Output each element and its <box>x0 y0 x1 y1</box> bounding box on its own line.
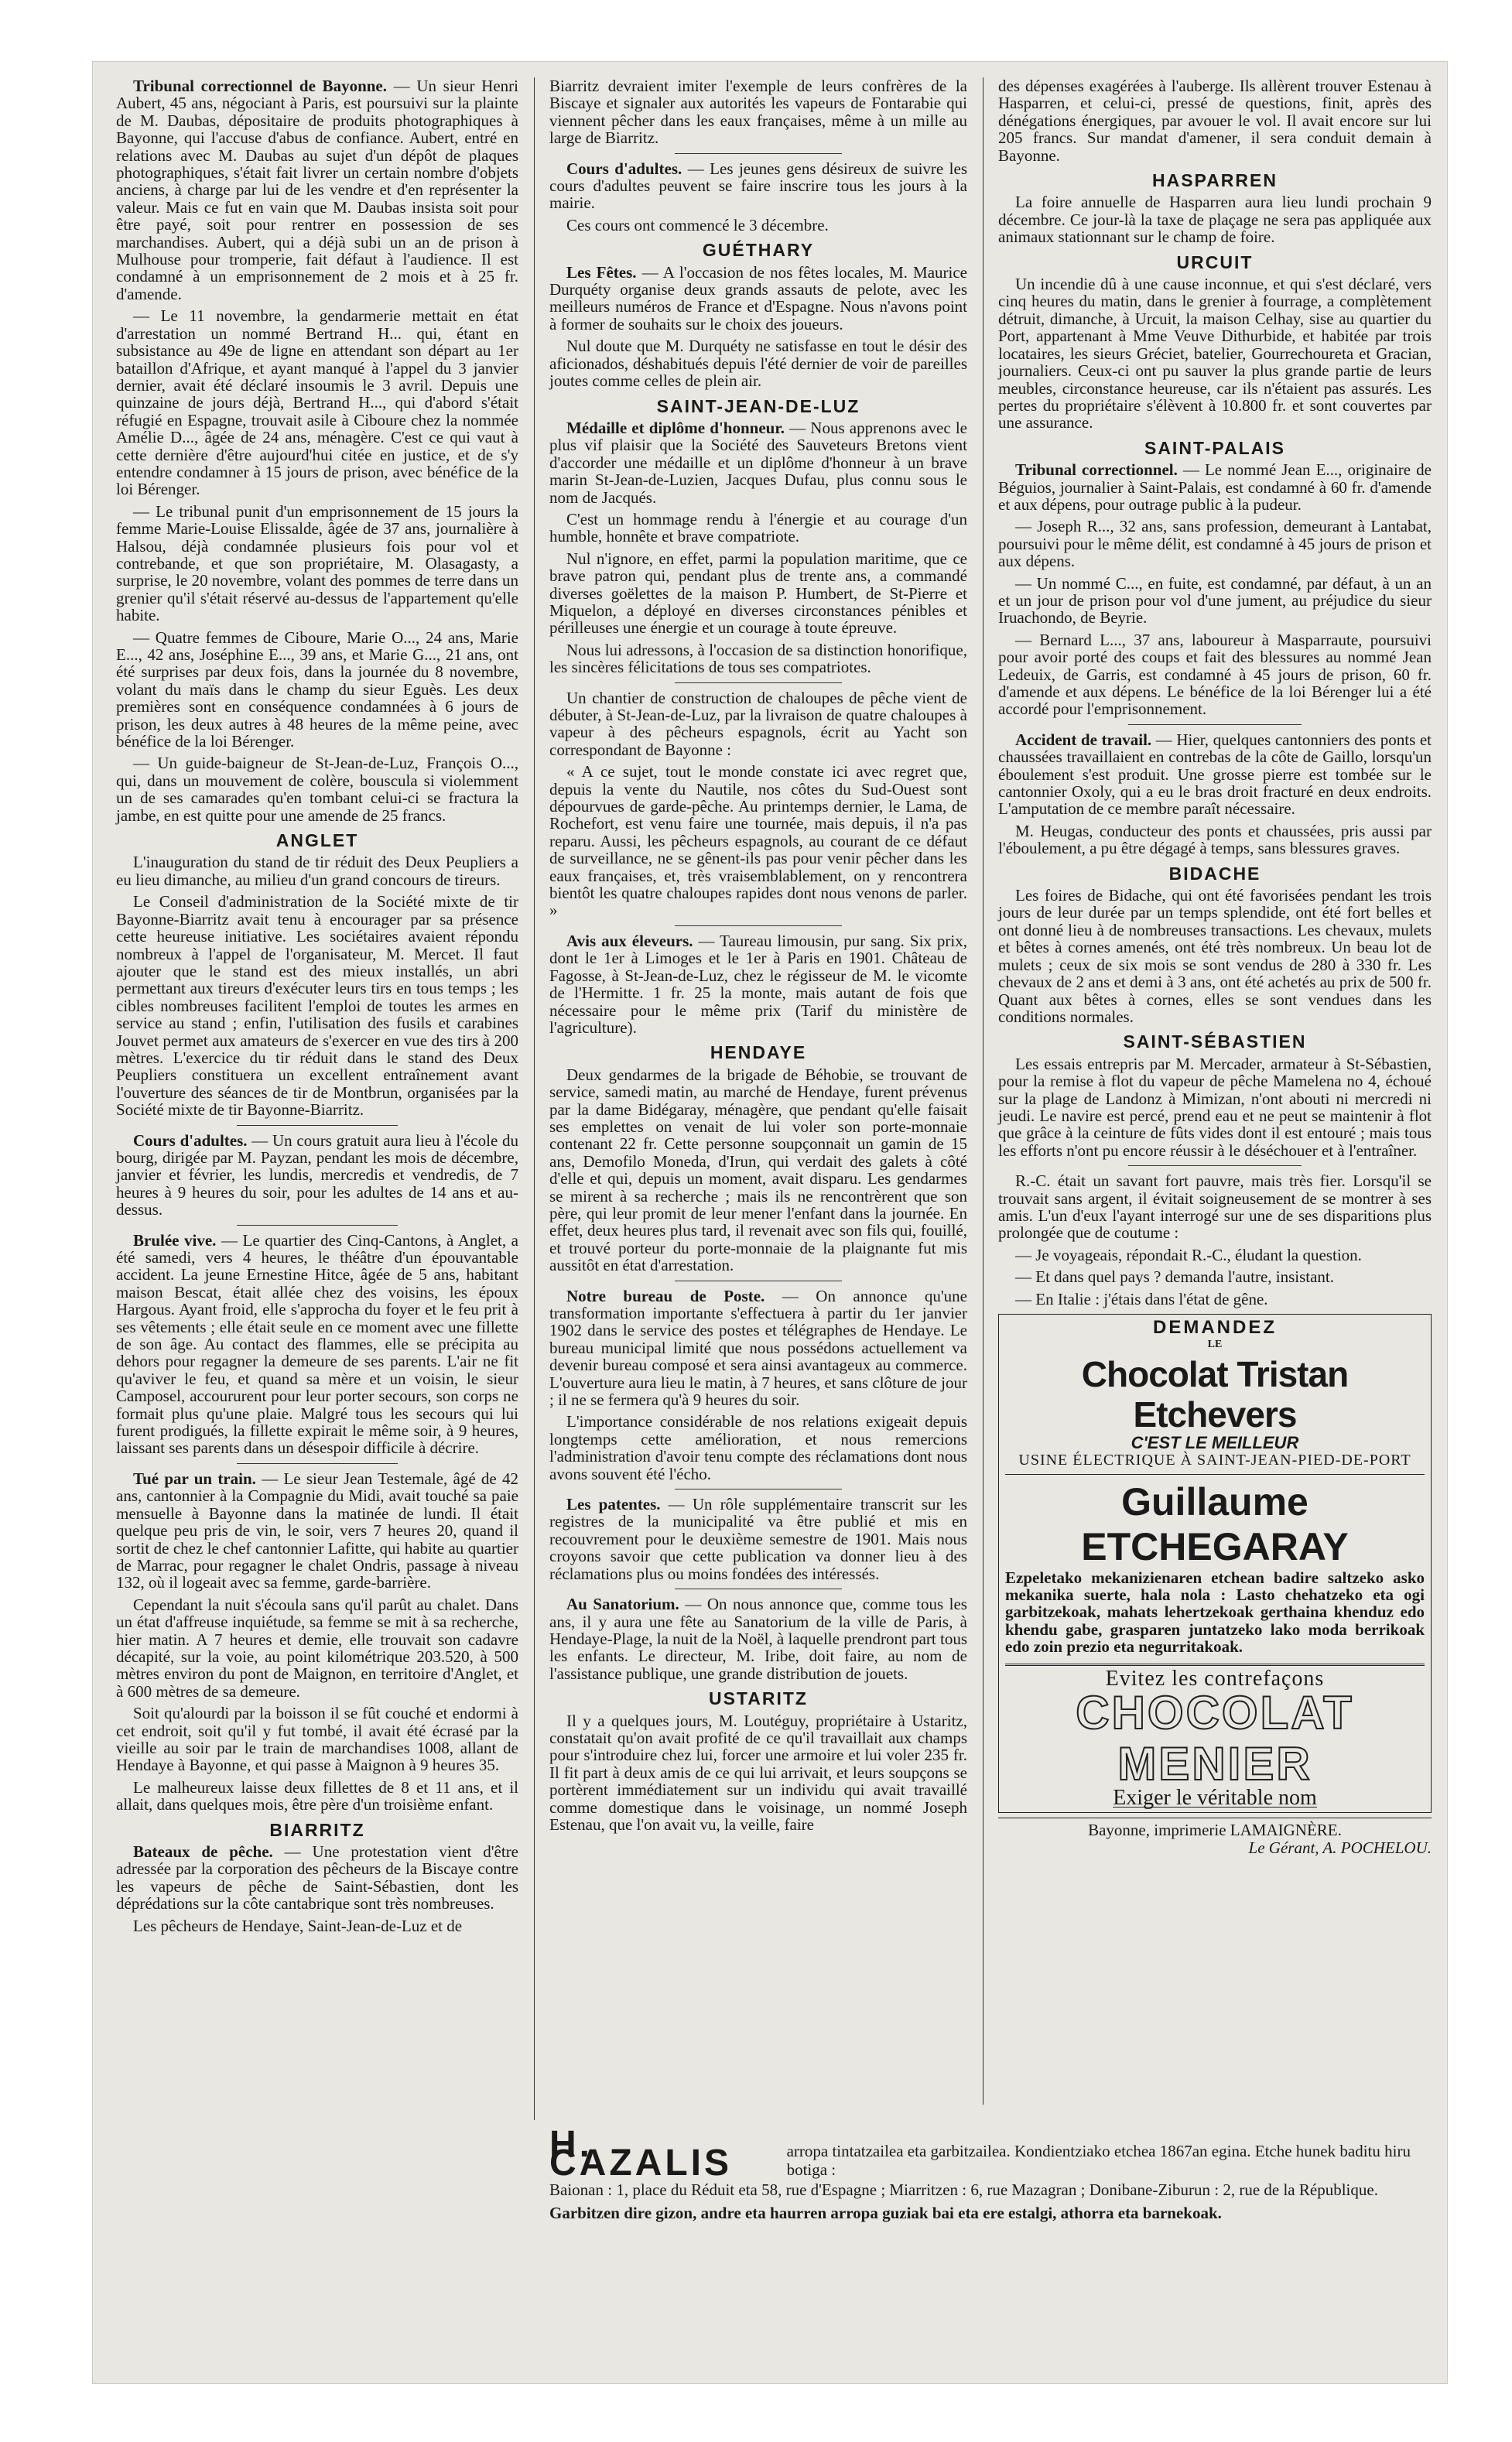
article-text: C'est un hommage rendu à l'énergie et au courage d'un humble, honnête et brave compatriote. <box>549 509 967 546</box>
ad-usine: USINE ÉLECTRIQUE À SAINT-JEAN-PIED-DE-PORT <box>1005 1452 1425 1474</box>
gerant-signature: Le Gérant, A. POCHELOU. <box>1248 1838 1432 1857</box>
section-heading: SAINT-SÉBASTIEN <box>1123 1031 1307 1052</box>
article-paragraph <box>116 77 518 303</box>
section-heading: URCUIT <box>1176 251 1254 272</box>
article-text: Cependant la nuit s'écoula sans qu'il parût au chalet. Dans un état d'affreuse inquiétude, sa femme se mit à sa recherche, hier matin. A 7 heures et demie, elle trouvait son cadavre décapité, sur la voie, au point kilométrique 203.520, à 500 mètres environ du pont de Maignon, en territoire d'Anglet, et à 600 mètres de sa demeure. <box>116 1595 518 1701</box>
article-paragraph <box>116 503 518 624</box>
article-lead: Tribunal correctionnel de Bayonne. <box>133 77 387 95</box>
article-text: Soit qu'alourdi par la boisson il se fût couché et endormi à cet endroit, soit qu'il y fut tombé, il avait été écrasé par la vieille au soir par le train de marchandises 1008, allant de Hendaye à Bayonne, et qui passe à Maignon à 9 heures 35. <box>116 1704 518 1775</box>
ad-demandez: DEMANDEZ <box>1153 1317 1277 1338</box>
article-text: Les foires de Bidache, qui ont été favorisées pendant les trois jours de leur durée par un temps splendide, ont été fort belles et ont donné lieu à de nombreuses transactions. Les chevaux, mulets et bêtes à cornes amenés, ont été très nombreux. Un beau lot de mulets ; ceux de six mois se sont vendus de 280 à 330 fr. Les chevaux de 2 ans et demi à 3 ans, ont été achetés au prix de 500 fr. Quant aux bêtes à cornes, elles se sont vendues dans les conditions normales. <box>998 886 1432 1026</box>
article-paragraph <box>998 887 1432 1025</box>
column-3 <box>998 77 1432 1856</box>
article-paragraph <box>116 754 518 824</box>
article-paragraph <box>116 1779 518 1814</box>
article-text: Nul n'ignore, en effet, parmi la population maritime, que ce brave patron qui, pendant plus de trente ans, a commandé diverses goëlettes de la maison P. Humbert, de St-Pierre et Miquelon, a déployé en diverses circonstances pénibles et périlleuses une énergie et un courage à toute épreuve. <box>549 549 967 638</box>
ad-tagline: C'EST LE MEILLEUR <box>1131 1432 1299 1452</box>
article-text: — En Italie : j'étais dans l'état de gêne. <box>1015 1289 1268 1308</box>
article-separator <box>237 1463 398 1464</box>
ad-le: LE <box>1207 1339 1223 1351</box>
column-2 <box>549 77 967 1838</box>
article-paragraph <box>549 160 967 212</box>
article-text: — Le sieur Jean Testemale, âgé de 42 ans, cantonnier à la Compagnie du Midi, avait touché sa paie mensuelle à Bayonne dans la matinée de lundi. Il était quelque peu pris de vin, le soir, vers 7 heures 20, quand il sortit de chez le chef cantonnier Lafitte, qui habite au quartier de Marrac, pour regagner le chalet Ondris, passage à niveau 132, où il logeait avec sa femme, garde-barrière. <box>116 1469 518 1592</box>
article-lead: Tribunal correctionnel. <box>1015 460 1178 480</box>
cazalis-brand: H. CAZALIS <box>549 2124 732 2184</box>
article-text: — Les jeunes gens désireux de suivre les cours d'adultes peuvent se faire inscrire tous les jours à la mairie. <box>549 159 968 213</box>
article-separator <box>675 925 842 926</box>
article-text: M. Heugas, conducteur des ponts et chaussées, pris aussi par l'éboulement, a pu être dégagé à temps, sans blessures graves. <box>998 821 1432 858</box>
article-lead: Au Sanatorium. <box>566 1595 679 1614</box>
article-paragraph <box>549 419 967 506</box>
menier-evitez: Evitez les contrefaçons <box>1105 1666 1325 1691</box>
article-lead: Les Fêtes. <box>566 262 637 282</box>
article-text: — On nous annonce que, comme tous les ans, il y aura une fête au Sanatorium de la ville de Paris, à Hendaye-Plage, la nuit de la Noël, à laquelle prendront part tous les enfants. Le directeur, M. Iribe, doit faire, au nom de l'assistance publique, une grande distribution de jouets. <box>549 1595 967 1683</box>
article-text: — Nous apprenons avec le plus vif plaisir que la Société des Sauveteurs Bretons vient d'accorder une médaille et un diplôme d'honneur à un brave marin St-Jean-de-Luzien, Jacques Dufau, plus connu sous le nom de Jacqués. <box>549 418 968 507</box>
article-lead: Accident de travail. <box>1015 730 1152 749</box>
article-paragraph <box>549 264 967 333</box>
article-paragraph <box>998 77 1432 164</box>
article-text: — On annonce qu'une transformation importante s'effectuera à partir du 1er janvier 1902 dans le service des postes et télégraphes de Hendaye. Le bureau municipal limité que nous possédons actuellement va devenir bureau composé et sera ainsi avantageux au commerce. L'ouverture aura lieu le matin, à 7 heures, et sans clôture de jour ; il ne se fermera qu'à 9 heures du soir. <box>549 1286 967 1410</box>
article-paragraph <box>116 1843 518 1913</box>
section-heading: BIARRITZ <box>269 1819 365 1840</box>
article-separator <box>237 1125 398 1126</box>
chocolat-etchevers-ad <box>998 1314 1432 1813</box>
article-paragraph <box>549 550 967 637</box>
article-lead: Notre bureau de Poste. <box>566 1286 765 1305</box>
article-paragraph <box>998 193 1432 245</box>
article-text: — Un sieur Henri Aubert, 45 ans, négociant à Paris, est poursuivi sur la plainte de M. Daubas, dépositaire de produits photographiques à Bayonne, qui l'accuse d'abus de confiance. Aubert, entré en relations avec M. Daubas au sujet d'un dépôt de plaques photographiques, s'était fait livrer un certain nombre d'objets anciens, à charge par lui de les vendre et d'en représenter la valeur. Mais ce fut en vain que M. Daubas insista soit pour être payé, soit pour rentrer en possession de ses marchandises. Aubert, qui a déjà subi un an de prison à Mulhouse pour tromperie, fait défaut à l'audience. Il est condamné à un emprisonnement de 2 mois et à 25 fr. d'amende. <box>116 77 518 303</box>
article-text: — Joseph R..., 32 ans, sans profession, demeurant à Lantabat, poursuivi pour le même délit, est condamné à 45 jours de prison et aux dépens. <box>998 517 1432 571</box>
article-text: — Le 11 novembre, la gendarmerie mettait en état d'arrestation un nommé Bertrand H... qui, étant en subsistance au 49e de ligne en attendant son départ au 1er bataillon d'Afrique, et ayant manqué à l'appel du 3 janvier dernier, avait été déclaré insoumis le 3 avril. Depuis une quinzaine de jours déjà, Bertrand H..., qui d'abord s'était réfugié en Espagne, trouvait asile à Ciboure chez la nommée Amélie D..., âgée de 24 ans, ménagère. C'est ce qui vaut à cette dernière d'être aujourd'hui citée en justice, et de s'y entendre condamner à 15 jours de prison, avec bénéfice de la loi Bérenger. <box>116 306 518 499</box>
article-paragraph <box>549 1288 967 1409</box>
article-lead: Brulée vive. <box>133 1230 217 1250</box>
section-heading: SAINT-JEAN-DE-LUZ <box>656 395 860 416</box>
cazalis-addresses: Baionan : 1, place du Réduit eta 58, rue d'Espagne ; Miarritzen : 6, rue Mazagran ; Donibane-Ziburun : 2, rue de la République. <box>549 2180 1378 2199</box>
ad-etchegaray-text: Ezpeletako mekanizienaren etchean badire saltzeko asko mekanika suerte, hala nola : Lasto chehatzeko eta ogi garbitzekoak, mahats lehertzekoak gerthaina khenduz edo khendu gabe, grasparen juntatzeko lako moda berrikoak edo zoin prezio eta negurritakoak. <box>1005 1568 1425 1657</box>
article-text: Le Conseil d'administration de la Société mixte de tir Bayonne-Biarritz avait tenu à encourager par sa présence cette heureuse initiative. Les sociétaires avaient répondu nombreux à l'appel de l'organisateur, M. Mercet. Il faut ajouter que le stand est des mieux installés, un abri permettant aux tireurs d'exécuter leurs tirs en tous temps ; les cibles nombreuses facilitent l'emploi de toutes les armes en service au stand ; enfin, l'utilisation des fusils et carabines Jouvet permet aux amateurs de s'exercer en vue des tirs à 200 mètres. L'exercice du tir réduit dans le stand des Deux Peupliers constituera un excellent entraînement avant l'ouverture des séances de tir de Montbrun, organisées par la Société mixte de tir Bayonne-Biarritz. <box>116 892 518 1120</box>
menier-exiger: Exiger le véritable nom <box>1113 1786 1317 1811</box>
article-text: Les pêcheurs de Hendaye, Saint-Jean-de-Luz et de <box>133 1916 463 1935</box>
section-heading: USTARITZ <box>708 1688 808 1709</box>
article-paragraph <box>998 1247 1432 1264</box>
article-paragraph <box>549 217 967 234</box>
article-text: La foire annuelle de Hasparren aura lieu lundi prochain 9 décembre. Ce jour-là la taxe de plaçage ne sera pas appliquée aux animaux stationnant sur le champ de foire. <box>998 193 1432 247</box>
article-paragraph <box>549 1413 967 1483</box>
article-paragraph <box>998 731 1432 818</box>
article-lead: Cours d'adultes. <box>133 1130 248 1150</box>
article-paragraph <box>549 763 967 919</box>
article-paragraph <box>116 1470 518 1592</box>
column-rule <box>534 77 535 2120</box>
article-paragraph <box>549 1596 967 1682</box>
section-heading: HENDAYE <box>710 1042 807 1063</box>
column-1 <box>116 77 518 1939</box>
article-text: « A ce sujet, tout le monde constate ici avec regret que, depuis la vente du Nautile, nos côtes du Sud-Ouest sont dépourvues de garde-pêche. Au printemps dernier, le Lama, de Rochefort, est venu faire une tournée, mais depuis, il n'a pas reparu. Aussi, les pêcheurs espagnols, au courant de ce défaut de surveillance, ne se gênent-ils pas pour venir pêcher dans les eaux françaises, et, très vraisemblablement, on y rencontrera bientôt les quatre chaloupes rapides dont nous venons de parler. » <box>549 762 967 920</box>
ad-etchegaray-name: Guillaume ETCHEGARAY <box>1081 1479 1349 1568</box>
section-heading: SAINT-PALAIS <box>1144 437 1286 458</box>
article-text: R.-C. était un savant fort pauvre, mais très fier. Lorsqu'il se trouvait sans argent, il évitait soigneusement de se montrer à ses amis. L'un d'eux l'ayant interrogé sur une de ses disparitions plus prolongée que de coutume : <box>998 1171 1432 1243</box>
article-separator <box>1128 724 1302 725</box>
article-paragraph <box>998 631 1432 718</box>
article-separator <box>237 1225 398 1226</box>
article-paragraph <box>116 307 518 498</box>
article-text: — Et dans quel pays ? demanda l'autre, insistant. <box>1015 1267 1335 1287</box>
article-text: — A l'occasion de nos fêtes locales, M. Maurice Durquéty organise deux grands assauts de pelote, avec les meilleurs numéros de France et d'Espagne. Nous n'avons point à former de souhaits sur le choix des joueurs. <box>549 262 967 333</box>
article-text: Nul doute que M. Durquéty ne satisfasse en tout le désir des aficionados, déshabitués depuis l'été dernier de voir de pareilles joutes comme celles de plein air. <box>549 337 967 391</box>
article-text: — Le tribunal punit d'un emprisonnement de 15 jours la femme Marie-Louise Elissalde, âgée de 37 ans, journalière à Halsou, déjà condamnée plusieurs fois pour vol et contrebande, et que son propriétaire, M. Olasagasty, a surprise, le 20 novembre, volant des pommes de terre dans un grenier qu'il s'était réservé au-dessus de l'appartement qu'elle habite. <box>116 501 518 625</box>
article-paragraph <box>116 853 518 888</box>
article-text: Un incendie dû à une cause inconnue, et qui s'est déclaré, vers cinq heures du matin, dans le grenier à fourrage, a complètement détruit, dimanche, à Urcuit, la maison Celhay, sise au quartier du Port, appartenant à Mme Veuve Dithurbide, et habitée par trois locataires, les sieurs Gréciet, batelier, Gourrechoureta et Gracian, journaliers. Ceux-ci ont pu sauver la plus grande partie de leurs meubles, circonstance heureuse, car ils n'étaient pas assurés. Les pertes du propriétaire s'élèvent à 10.800 fr. et sont couvertes par une assurance. <box>998 275 1432 433</box>
article-text: — Quatre femmes de Ciboure, Marie O..., 24 ans, Marie E..., 42 ans, Joséphine E..., 39 ans, et Marie G..., 21 ans, ont été surprises par deux fois, dans la journée du 8 novembre, volant du maïs dans le champ du sieur Eguès. Les deux premières sont en conséquence condamnées à 6 jours de prison, les deux autres à 48 heures de la même peine, avec bénéfice de la loi Bérenger. <box>116 628 518 751</box>
article-lead: Les patentes. <box>566 1495 661 1514</box>
article-paragraph <box>549 932 967 1036</box>
article-paragraph <box>998 575 1432 627</box>
article-paragraph <box>998 275 1432 432</box>
article-lead: Tué par un train. <box>133 1469 256 1488</box>
article-text: Ces cours ont commencé le 3 décembre. <box>566 215 829 234</box>
article-text: — Un cours gratuit aura lieu à l'école du bourg, dirigée par M. Payzan, pendant les mois de décembre, janvier et février, les lundis, mercredis et vendredis, de 7 heures à 9 heures du soir, pour les adultes de 14 ans et au-dessus. <box>116 1130 518 1219</box>
article-paragraph <box>998 518 1432 569</box>
cazalis-services: Garbitzen dire gizon, andre eta haurren arropa guziak bai eta ere estalgi, athorra eta barnekoak. <box>549 2204 1222 2222</box>
article-paragraph <box>116 1132 518 1219</box>
article-paragraph <box>998 1291 1432 1308</box>
section-heading: ANGLET <box>275 830 359 851</box>
newspaper-page <box>93 62 1447 2383</box>
menier-chocolat: CHOCOLAT <box>1076 1687 1354 1739</box>
article-paragraph <box>116 1917 518 1934</box>
article-text: des dépenses exagérées à l'auberge. Ils allèrent trouver Estenau à Hasparren, et celui-ci, pressé de questions, finit, après des dénégations énergiques, par avouer le vol. Il avait encore sur lui 205 francs. Sur mandat d'amener, il sera conduit demain à Bayonne. <box>998 77 1432 165</box>
article-lead: Avis aux éleveurs. <box>566 931 693 950</box>
article-text: L'importance considérable de nos relations exigeait depuis longtemps cette amélioration, et nous remercions l'administration d'avoir tenu compte des réclamations dont nous avons souvent été l'écho. <box>549 1412 967 1483</box>
article-paragraph <box>116 893 518 1118</box>
article-text: — Un nommé C..., en fuite, est condamné, par défaut, à un an et un jour de prison pour vol d'une jument, au préjudice du sieur Iruachondo, de Beyrie. <box>998 573 1432 628</box>
article-text: — Un rôle supplémentaire transcrit sur les registres de la municipalité va être publié et mis en recouvrement pour le deuxième semestre de 1901. Mais nous croyons savoir que cette publication va donner lieu à des réclamations plus ou moins fondées des intéressés. <box>549 1495 967 1583</box>
cazalis-desc: arropa tintatzailea eta garbitzailea. Kondientziako etchea 1867an egina. Etche hunek baditu hiru botiga : <box>786 2142 1411 2179</box>
article-paragraph <box>998 1172 1432 1242</box>
article-paragraph <box>549 1712 967 1834</box>
article-text: — Bernard L..., 37 ans, laboureur à Masparraute, poursuivi pour avoir porté des coups et fait des blessures au nommé Jean Ledeuix, de Garris, est condamné à 45 jours de prison, 60 fr. d'amende et aux dépens. Le bénéfice de la loi Bérenger lui a été accordé pour l'emprisonnement. <box>998 630 1432 719</box>
article-text: Deux gendarmes de la brigade de Béhobie, se trouvant de service, samedi matin, au marché de Hendaye, furent prévenus par la dame Bidégaray, ménagère, que pendant qu'elle faisait ses emplettes on venait de lui voler son porte-monnaie contenant 22 fr. Cette personne soupçonnait un gamin de 15 ans, Demofilo Moneda, d'Irun, qui verdait des galets à côté d'elle et qui, depuis un moment, avait disparu. Les gendarmes se mirent à sa recherche ; mais ils ne rencontrèrent que son père, qui leur promit de leur mener l'enfant dans la journée. En effet, deux heures plus tard, il revenait avec son fils qui, fouillé, et trouvé porteur du porte-monnaie de la plaignante fut mis aussitôt en état d'arrestation. <box>549 1065 967 1275</box>
article-paragraph <box>998 1055 1432 1159</box>
article-paragraph <box>116 1705 518 1774</box>
article-text: — Je voyageais, répondait R.-C., éludant la question. <box>1015 1245 1362 1264</box>
ad-chocolat-brand: Chocolat Tristan Etchevers <box>1081 1353 1349 1435</box>
printer-imprint: Bayonne, imprimerie LAMAIGNÈRE. <box>998 1818 1432 1838</box>
cazalis-ad <box>549 2124 1432 2222</box>
article-paragraph <box>549 511 967 546</box>
article-paragraph <box>998 1268 1432 1285</box>
article-text: — Le quartier des Cinq-Cantons, à Anglet, a été samedi, vers 4 heures, le théâtre d'un épouvantable accident. La jeune Ernestine Hitce, âgée de 5 ans, habitant maison Bescat, était allée chez des voisins, les époux Hargous. Ayant froid, elle s'approcha du foyer et le feu prit à ses vêtements ; elle était seule en ce moment avec une fillette de son âge. Au contact des flammes, elle se précipita au dehors pour regagner la demeure de ses parents. L'air ne fit qu'aviver le feu, et quand sa mère et un voisin, le sieur Camposel, accoururent pour leur porter secours, son corps ne formait plus qu'une plaie. Malgré tous les secours qui lui furent prodigués, la fillette expirait le même soir, à 9 heures, laissant ses parents dans un désespoir difficile à décrire. <box>116 1230 519 1458</box>
article-text: Biarritz devraient imiter l'exemple de leurs confrères de la Biscaye et signaler aux autorités les vapeurs de Fontarabie qui viennent pêcher dans les eaux françaises, même à un mille au large de Biarritz. <box>549 77 967 148</box>
menier-ad <box>1005 1664 1425 1811</box>
article-paragraph <box>549 77 967 147</box>
menier-name: MENIER <box>1117 1738 1312 1790</box>
section-heading: BIDACHE <box>1168 863 1261 884</box>
article-text: — Un guide-baigneur de St-Jean-de-Luz, François O..., qui, dans un mouvement de colère, bouscula si violemment un de ses camarades qu'en tombant celui-ci se fractura la jambe, en est quitte pour une amende de 25 francs. <box>116 754 518 825</box>
article-paragraph <box>998 823 1432 857</box>
article-text: — Une protestation vient d'être adressée par la corporation des pêcheurs de la Biscaye contre les vapeurs de pêche de Saint-Sébastien, dont les déprédations sur la côte cantabrique sont très nombreuses. <box>116 1842 519 1914</box>
article-text: Les essais entrepris par M. Mercader, armateur à St-Sébastien, pour la remise à flot du vapeur de pêche Mamelena no 4, échoué sur la plage de Landonz à Mimizan, n'ont abouti ni mercredi ni jeudi. Le navire est percé, prend eau et ne peut se maintenir à flot que grâce à la ceinture de fûts vides dont il est entouré ; mais tous les efforts n'ont pu encore réussir à le déséchouer et à l'entraîner. <box>998 1054 1432 1160</box>
article-paragraph <box>549 689 967 759</box>
article-paragraph <box>549 1066 967 1274</box>
section-heading: GUÉTHARY <box>702 240 815 261</box>
article-text: L'inauguration du stand de tir réduit des Deux Peupliers a eu lieu dimanche, au milieu d'un grand concours de tireurs. <box>116 853 518 889</box>
article-paragraph <box>998 461 1432 513</box>
article-separator <box>675 153 842 154</box>
article-text: — Hier, quelques cantonniers des ponts et chaussées travaillaient en contrebas de la côte de Gaillo, lorsqu'un éboulement s'est produit. Une grosse pierre est tombée sur le cantonnier Oxoly, qui a eu le bras droit fracturé en deux endroits. L'amputation de ce membre paraît nécessaire. <box>998 730 1432 819</box>
article-lead: Cours d'adultes. <box>566 159 682 178</box>
article-lead: Bateaux de pêche. <box>133 1842 273 1861</box>
article-paragraph <box>116 1232 518 1457</box>
article-text: — Le nommé Jean E..., originaire de Béguios, journalier à Saint-Palais, est condamné à 60 fr. d'amende et aux dépens, pour outrage public à la pudeur. <box>998 460 1432 514</box>
article-paragraph <box>549 337 967 389</box>
article-paragraph <box>116 1596 518 1700</box>
section-heading: HASPARREN <box>1152 170 1278 191</box>
article-separator <box>1128 1165 1302 1166</box>
article-paragraph <box>549 641 967 676</box>
article-text: Le malheureux laisse deux fillettes de 8 et 11 ans, et il allait, dans quelques mois, être père d'un troisième enfant. <box>116 1777 518 1814</box>
article-text: Un chantier de construction de chaloupes de pêche vient de débuter, à St-Jean-de-Luz, par la livraison de quatre chaloupes à vapeur à des pêcheurs espagnols, écrit au Yacht son correspondant de Bayonne : <box>549 688 967 759</box>
article-paragraph <box>549 1496 967 1582</box>
article-text: — Taureau limousin, pur sang. Six prix, dont le 1er à Limoges et le 1er à Paris en 1901. Château de Fagosse, à St-Jean-de-Luz, chez le régisseur de M. le vicomte de l'Hermitte. 1 fr. 25 la monte, mais autant de fois que nécessaire pour le même prix (Tarif du ministère de l'agriculture). <box>549 931 968 1037</box>
article-paragraph <box>116 629 518 751</box>
column-3-articles <box>998 77 1432 1308</box>
article-separator <box>675 682 842 683</box>
article-text: Il y a quelques jours, M. Loutéguy, propriétaire à Ustaritz, constatait qu'on avait profité de ce qu'il travaillait aux champs pour s'introduire chez lui, forcer une armoire et lui voler 235 fr. Il fit part à deux amis de ce qui lui arrivait, et leurs soupçons se portèrent immédiatement sur un individu qui avait travaillé comme domestique dans le voisinage, un nommé Joseph Estenau, que l'on avait vu, la veille, faire <box>549 1711 967 1834</box>
article-lead: Médaille et diplôme d'honneur. <box>566 418 785 437</box>
article-text: Nous lui adressons, à l'occasion de sa distinction honorifique, les sincères félicitations de tous ses compatriotes. <box>549 640 967 677</box>
